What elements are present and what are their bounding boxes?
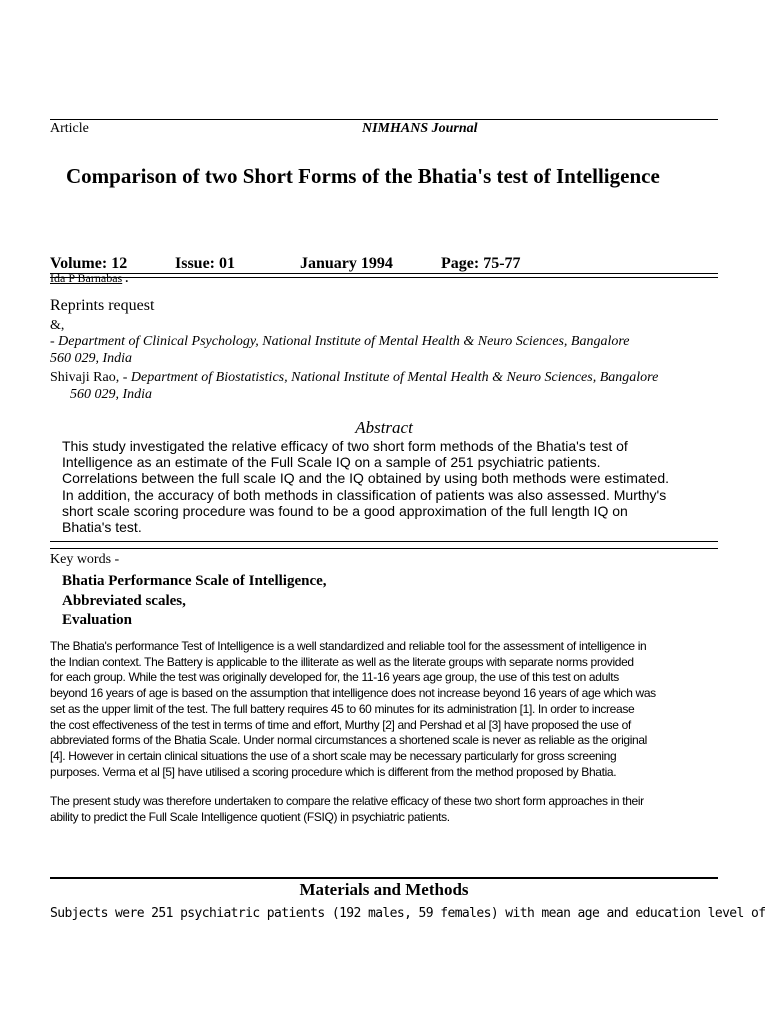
first-author: [50, 272, 128, 284]
methods-first-line: Subjects were 251 psychiatric patients (192 males, 59 females) with mean age and education level of: [50, 906, 766, 921]
affiliation-2-line-2: 560 029, India: [70, 387, 153, 402]
keyword-item[interactable]: Abbreviated scales,: [62, 592, 186, 609]
issue: Issue: 01: [175, 255, 236, 272]
second-author-line: [50, 370, 658, 386]
keyword-item[interactable]: Evaluation: [62, 612, 133, 628]
body-line: set as the upper limit of the test. The full battery requires 45 to 60 minutes for its administration [1]. In order to increase: [50, 701, 635, 716]
abstract-heading: Abstract: [355, 418, 413, 437]
article-label: Article: [50, 121, 89, 136]
affiliation-2-line-1: - Department of Biostatistics, National Institute of Mental Health & Neuro Sciences, Bangalore: [122, 370, 659, 385]
meta-double-rule: [50, 273, 718, 278]
body-line: the cost effectiveness of the test in terms of time and effort, Murthy [2] and Pershad et al [3] have proposed the use of: [50, 717, 631, 732]
body-line: [4]. However in certain clinical situations the use of a short scale may be necessary particularly for gross screening: [50, 748, 617, 763]
abstract-body: [62, 438, 669, 535]
first-author-name[interactable]: Ida P Barnabas: [50, 271, 123, 285]
reprints-request[interactable]: Reprints request: [50, 297, 155, 314]
author-bullet: .: [125, 271, 129, 285]
abstract-rule-top: [50, 541, 718, 542]
intro-paragraph-1: [50, 639, 656, 780]
body-line: for each group. While the test was originally developed for, the 11-16 years age group, the use of this test on adults: [50, 670, 619, 685]
abstract-line: This study investigated the relative efficacy of two short form methods of the Bhatia's test of: [62, 438, 628, 454]
abstract-line: In addition, the accuracy of both methods in classification of patients was also assessed. Murthy's: [62, 486, 667, 503]
abstract-line: Intelligence as an estimate of the Full Scale IQ on a sample of 251 psychiatric patients.: [62, 454, 601, 471]
methods-heading: Materials and Methods: [299, 880, 469, 899]
affiliation-1-line-1: - Department of Clinical Psychology, National Institute of Mental Health & Neuro Sciences, Bangalore: [50, 334, 630, 349]
journal-name: NIMHANS Journal: [362, 121, 478, 136]
issue-date: January 1994: [300, 255, 393, 272]
body-line: abbreviated forms of the Bhatia Scale. Under normal circumstances a shortened scale is never as reliable as the original: [50, 733, 647, 748]
methods-rule: [50, 877, 718, 879]
abstract-line: Correlations between the full scale IQ and the IQ obtained by using both methods were estimated.: [62, 470, 670, 487]
keywords-list: [62, 572, 327, 631]
body-line: The Bhatia's performance Test of Intelligence is a well standardized and reliable tool for the assessment of intelligence in: [50, 639, 647, 653]
keyword-item[interactable]: Bhatia Performance Scale of Intelligence,: [62, 573, 327, 589]
abstract-line: Bhatia's test.: [62, 519, 142, 536]
keywords-label: Key words -: [50, 552, 120, 567]
body-line: purposes. Verma et al [5] have utilised a scoring procedure which is different from the method proposed by Bhatia.: [50, 764, 617, 779]
body-line: beyond 16 years of age is based on the assumption that intelligence does not increase beyond 16 years of age which was: [50, 686, 656, 701]
affiliation-1-line-2: 560 029, India: [50, 351, 133, 366]
second-author-name[interactable]: Shivaji Rao,: [50, 370, 120, 385]
header-top-rule: [50, 119, 718, 120]
intro-paragraph-2: [50, 794, 644, 825]
abstract-rule-bottom: [50, 548, 718, 549]
body-line: the Indian context. The Battery is applicable to the illiterate as well as the literate groups with separate norms provided: [50, 654, 634, 669]
volume: Volume: 12: [50, 255, 128, 272]
abstract-line: short scale scoring procedure was found to be a good approximation of the full length IQ on: [62, 502, 628, 519]
article-title: Comparison of two Short Forms of the Bhatia's test of Intelligence: [66, 164, 660, 188]
body-line: The present study was therefore undertaken to compare the relative efficacy of these two short form approaches in their: [50, 794, 644, 808]
ampersand: &,: [50, 318, 65, 333]
page-range: Page: 75-77: [441, 255, 521, 272]
body-line: ability to predict the Full Scale Intelligence quotient (FSIQ) in psychiatric patients.: [50, 809, 450, 824]
